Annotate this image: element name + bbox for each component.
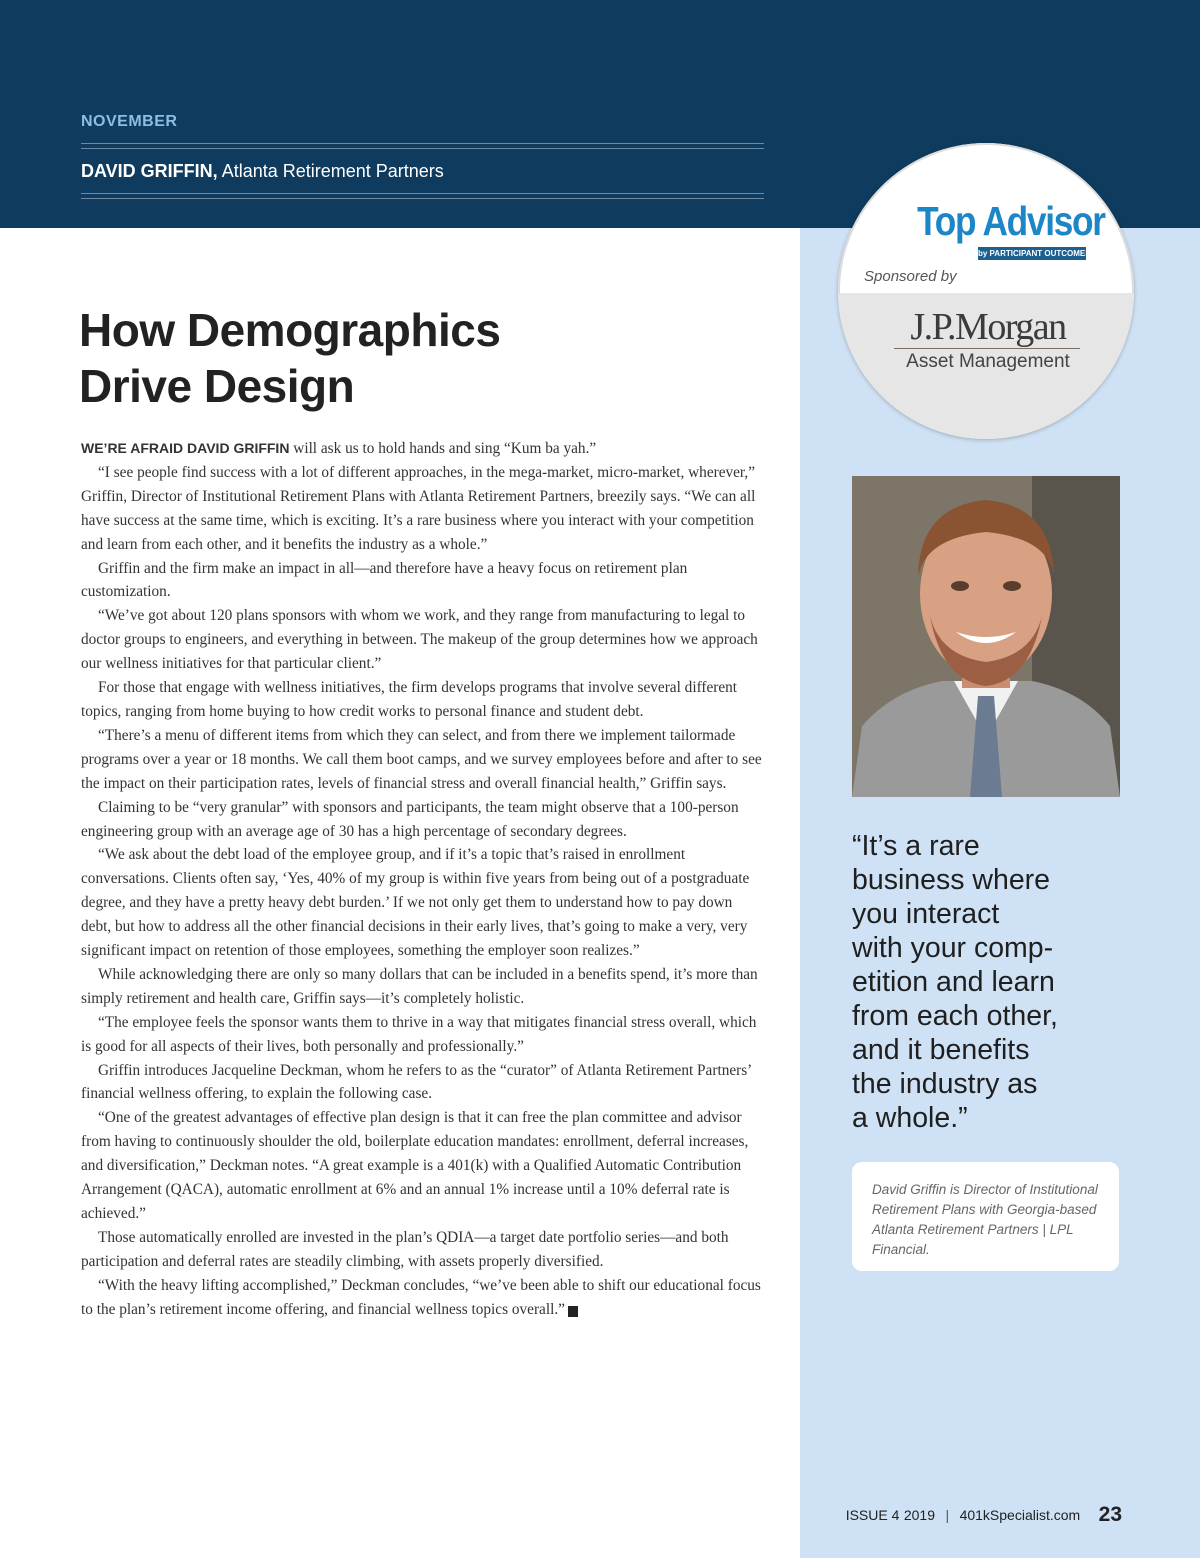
byline-firm: Atlanta Retirement Partners	[221, 161, 444, 181]
sponsor-subtitle: Asset Management	[906, 351, 1070, 372]
article-paragraph: Those automatically enrolled are invested in the plan’s QDIA—a target date portfolio series—and both participation and deferral rates are steadily climbing, with assets properly diversified.	[81, 1228, 729, 1270]
article-paragraph: “There’s a menu of different items from which they can select, and from there we implement tailormade programs over a year or 18 months. We call them boot camps, and we survey employees before and after to see the impact on their participation rates, levels of financial stress and overall financial health,” Griffin says.	[81, 726, 762, 792]
pull-quote: “It’s a rare business where you interact with your comp- etition and learn from each other, and it benefits the industry as a whole.”	[852, 830, 1058, 1134]
article-paragraph	[81, 437, 763, 461]
badge-tagline: by PARTICIPANT OUTCOMES	[978, 249, 1091, 258]
article-paragraph: “We’ve got about 120 plans sponsors with whom we work, and they range from manufacturing to legal to doctor groups to engineers, and everything in between. The makeup of the group determines how we approach our wellness initiatives for that particular client.”	[81, 607, 758, 673]
article-paragraph	[81, 1274, 763, 1322]
article-paragraph: “I see people find success with a lot of different approaches, in the mega-market, micro-market, wherever,” Griffin, Director of Institutional Retirement Plans with Atlanta Retirement Partners, breezily says. “We can all have success at the same time, which is exciting. It’s a rare business where you interact with your competition and learn from each other, and it benefits the industry as a whole.”	[81, 463, 756, 553]
header-rule-top	[81, 143, 764, 149]
portrait-illustration	[852, 476, 1120, 797]
byline	[81, 161, 444, 182]
footer-year: 2019	[903, 1507, 936, 1523]
article-paragraph: “The employee feels the sponsor wants them to thrive in a way that mitigates financial stress overall, which is good for all aspects of their lives, both personally and professionally.”	[81, 1013, 757, 1055]
photo-caption: David Griffin is Director of Institutional Retirement Plans with Georgia-based Atlanta Retirement Partners | LPL Financial.	[872, 1182, 1098, 1257]
article-paragraph: “We ask about the debt load of the employee group, and if it’s a topic that’s raised in enrollment conversations. Clients often say, ‘Yes, 40% of my group is within five years from being out of a postgraduate degree, and they have a pretty heavy debt burden.’ If we not only get them to understand how to pay down debt, but how to address all the other financial decisions in their early lives, that’s going to make a very, very significant impact on retention of those employees, something the employer soon realizes.”	[81, 846, 750, 960]
portrait-photo	[852, 476, 1120, 797]
top-advisor-badge	[838, 143, 1134, 439]
page-footer	[846, 1503, 1122, 1527]
headline-line-2: Drive Design	[79, 360, 355, 412]
article-paragraph: Claiming to be “very granular” with sponsors and participants, the team might observe that a 100-person engineering group with an average age of 30 has a high percentage of secondary degrees.	[81, 798, 739, 840]
article-leadin: WE’RE AFRAID DAVID GRIFFIN	[81, 440, 290, 456]
article-body	[81, 437, 763, 1322]
header-rule-bottom	[81, 193, 764, 199]
sponsor-logo-rule	[894, 348, 1080, 349]
article-paragraph: “One of the greatest advantages of effective plan design is that it can free the plan committee and advisor from having to continuously shoulder the old, boilerplate education mandates: enrollment, deferral increases, and diversification,” Deckman notes. “A great example is a 401(k) with a Qualified Automatic Contribution Arrangement (QACA), automatic enrollment at 6% and an annual 1% increase until a 10% deferral rate is achieved.”	[81, 1109, 749, 1222]
article-paragraph: Griffin and the firm make an impact in all—and therefore have a heavy focus on retirement plan customization.	[81, 559, 688, 601]
badge-title: Top Advisor	[917, 198, 1105, 244]
paragraph-text: “With the heavy lifting accomplished,” Deckman concludes, “we’ve been able to shift our educational focus to the plan’s retirement income offering, and financial wellness topics overall.”	[81, 1276, 761, 1318]
page-number: 23	[1098, 1503, 1122, 1526]
footer-issue: ISSUE 4	[845, 1507, 900, 1523]
article-headline	[79, 302, 500, 414]
footer-site: 401kSpecialist.com	[959, 1507, 1081, 1523]
badge-sponsored-label: Sponsored by	[864, 268, 957, 285]
article-paragraph: For those that engage with wellness initiatives, the firm develops programs that involve several different topics, ranging from home buying to how credit works to personal finance and student debt.	[81, 679, 738, 720]
paragraph-text: will ask us to hold hands and sing “Kum ba yah.”	[293, 440, 597, 457]
sponsor-logo: J.P.Morgan	[910, 306, 1066, 348]
article-paragraph: While acknowledging there are only so many dollars that can be included in a benefits spend, it’s more than simply retirement and health care, Griffin says—it’s completely holistic.	[81, 965, 758, 1007]
section-month: NOVEMBER	[81, 113, 178, 130]
footer-separator: |	[945, 1507, 950, 1523]
end-mark-icon: K	[568, 1306, 578, 1317]
byline-name: DAVID GRIFFIN,	[81, 161, 218, 181]
article-paragraph: Griffin introduces Jacqueline Deckman, whom he refers to as the “curator” of Atlanta Retirement Partners’ financial wellness offering, to explain the following case.	[81, 1061, 752, 1103]
headline-line-1: How Demographics	[79, 304, 501, 356]
photo-caption-box	[852, 1162, 1119, 1271]
